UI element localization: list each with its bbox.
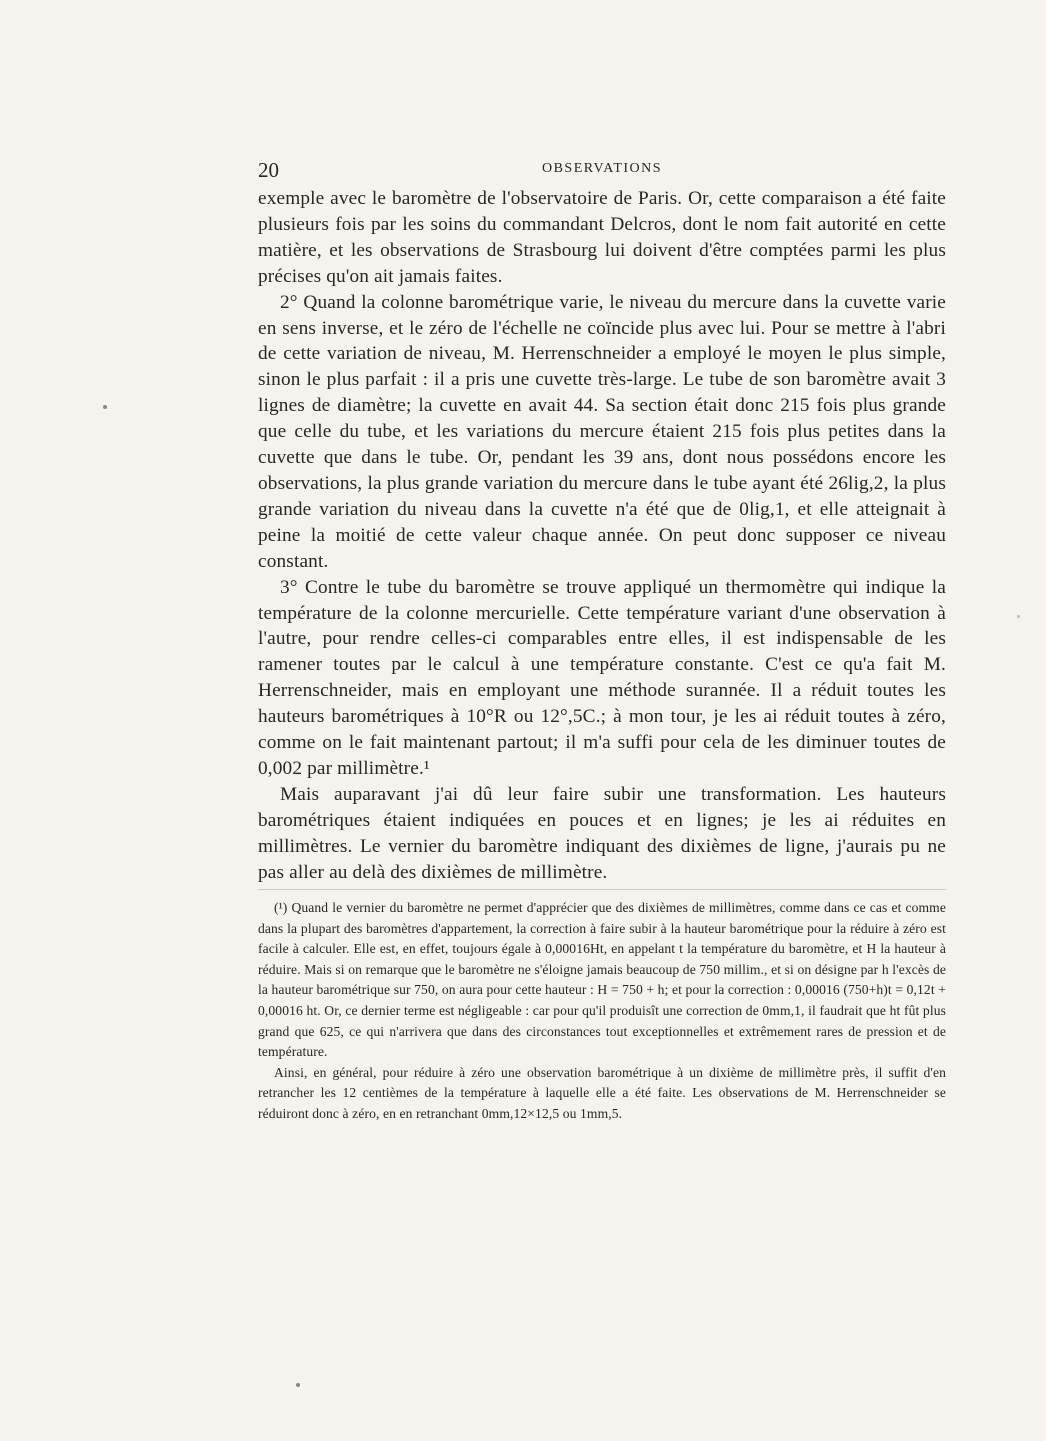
footnote: Ainsi, en général, pour réduire à zéro une observation barométrique à un dixième de millimètre près, il suffit d'en retrancher les 12 centièmes de la température à laquelle elle a été faite. Les observations de M. Herrenschneider se réduiront donc à zéro, en en retranchant 0mm,12×12,5 ou 1mm,5. xyxy=(258,1064,946,1121)
paper-speck xyxy=(1017,615,1020,618)
paragraph: Mais auparavant j'ai dû leur faire subir une transformation. Les hauteurs barométriques étaient indiquées en pouces et en lignes; je les ai réduites en millimètres. Le vernier du baromètre indiquant des dixièmes de ligne, j'aurais pu ne pas aller au delà des dixièmes de millimètre. xyxy=(258,783,946,883)
paper-speck xyxy=(296,1383,300,1387)
paragraph: 2° Quand la colonne barométrique varie, le niveau du mercure dans la cuvette varie en sens inverse, et le zéro de l'échelle ne coïncide plus avec lui. Pour se mettre à l'abri de cette variation de niveau, M. Herrenschneider a employé le moyen le plus simple, sinon le plus parfait : il a pris une cuvette très-large. Le tube de son baromètre avait 3 lignes de diamètre; la cuvette en avait 44. Sa section était donc 215 fois plus grande que celle du tube, et les variations du mercure étaient 215 fois plus petites dans la cuvette que dans le tube. Or, pendant les 39 ans, dont nous possédons encore les observations, la plus grande variation du mercure dans le tube ayant été 26lig,2, la plus grande variation du niveau dans la cuvette n'a été que de 0lig,1, et elle atteignait à peine la moitié de cette valeur chaque année. On peut donc supposer ce niveau constant. xyxy=(258,291,946,572)
paragraph: 3° Contre le tube du baromètre se trouve appliqué un thermomètre qui indique la température de la colonne mercurielle. Cette température variant d'une observation à l'autre, pour rendre celles-ci comparables entre elles, il est indispensable de les ramener toutes par le calcul à une température constante. C'est ce qu'a fait M. Herrenschneider, mais en employant une méthode surannée. Il a réduit toutes les hauteurs barométriques à 10°R ou 12°,5C.; à mon tour, je les ai réduit toutes à zéro, comme on le fait maintenant partout; il m'a suffi pour cela de les diminuer toutes de 0,002 par millimètre.¹ xyxy=(258,576,946,779)
page-number: 20 xyxy=(258,158,279,182)
paragraph: exemple avec le baromètre de l'observatoire de Paris. Or, cette comparaison a été faite plusieurs fois par les soins du commandant Delcros, dont le nom fait autorité en cette matière, et les observations de Strasbourg lui doivent d'être comptées parmi les plus précises qu'on ait jamais faites. xyxy=(258,188,946,287)
page-header xyxy=(258,158,946,184)
footnote: (¹) Quand le vernier du baromètre ne permet d'apprécier que des dixièmes de millimètres, comme dans ce cas et comme dans la plupart des baromètres d'appartement, la correction à faire subir à la hauteur barométrique pour la réduire à zéro est facile à calculer. Elle est, en effet, toujours égale à 0,00016Ht, en appelant t la température du baromètre, et H la hauteur à réduire. Mais si on remarque que le baromètre ne s'éloigne jamais beaucoup de 750 millim., et si on désigne par h l'excès de la hauteur barométrique sur 750, on aura pour cette hauteur : H = 750 + h; et pour la correction : 0,00016 (750+h)t = 0,12t + 0,00016 ht. Or, ce dernier terme est négligeable : car pour qu'il produisît une correction de 0mm,1, il faudrait que ht fût plus grand que 625, ce qui n'arrivera que dans des circonstances tout exceptionnelles et extrêmement rares de pression et de température. xyxy=(258,900,946,1060)
paper-speck xyxy=(103,405,107,409)
running-head: OBSERVATIONS xyxy=(541,161,663,176)
footnotes xyxy=(258,898,946,1125)
body-text xyxy=(258,186,946,885)
footnote-separator xyxy=(258,889,946,890)
